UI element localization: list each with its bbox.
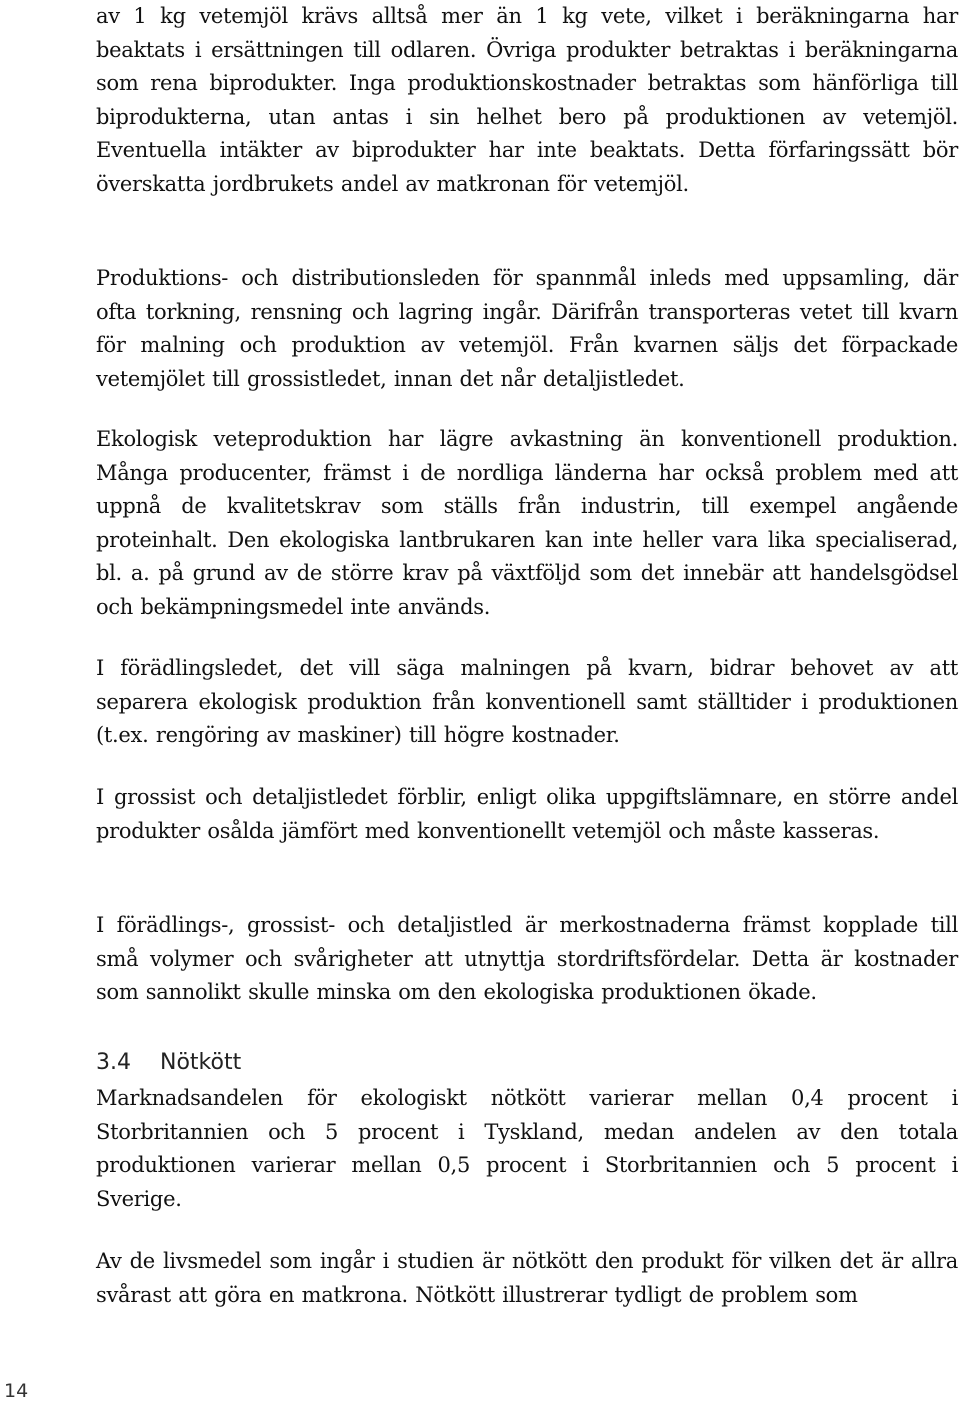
paragraph-organic-wheat-production: Ekologisk veteproduktion har lägre avkastning än konventionell produktion. Många producenter, främst i de nordliga länderna har också problem med att uppnå de kvalitetskrav som ställs från industrin, till exempel angående proteinhalt. Den ekologiska lantbrukaren kan inte heller vara lika specialiserad, bl. a. på grund av de större krav på växtföljd som det innebär att handelsgödsel och bekämpningsmedel inte används. <box>96 427 958 619</box>
page-number: 14 <box>4 1380 29 1402</box>
paragraph-beef-difficulty: Av de livsmedel som ingår i studien är nötkött den produkt för vilken det är allra svårast att göra en matkrona. Nötkött illustrerar tydligt de problem som <box>96 1249 958 1307</box>
paragraph-market-share-beef: Marknadsandelen för ekologiskt nötkött varierar mellan 0,4 procent i Storbritannien och 5 procent i Tyskland, medan andelen av den totala produktionen varierar mellan 0,5 procent i Storbritannien och 5 procent i Sverige. <box>96 1086 958 1211</box>
section-number: 3.4 <box>96 1050 131 1075</box>
paragraph-wheat-byproducts: av 1 kg vetemjöl krävs alltså mer än 1 kg vete, vilket i beräkningarna har beaktats i ersättningen till odlaren. Övriga produkter betraktas i beräkningarna som rena biprodukter. Inga produktionskostnader betraktas som hänförliga till biprodukterna, utan antas i sin helhet bero på produktionen av vetemjöl. Eventuella intäkter av biprodukter har inte beaktats. Detta förfaringssätt bör överskatta jordbrukets andel av matkronan för vetemjöl. <box>96 4 958 196</box>
section-heading <box>96 1048 241 1078</box>
paragraph-distribution-chain: Produktions- och distributionsleden för spannmål inleds med uppsamling, där ofta torkning, rensning och lagring ingår. Därifrån transporteras vetet till kvarn för malning och produktion av vetemjöl. Från kvarnen säljs det förpackade vetemjölet till grossistledet, innan det når detaljistledet. <box>96 266 958 391</box>
section-title: Nötkött <box>160 1050 242 1075</box>
paragraph-wholesale-retail: I grossist och detaljistledet förblir, enligt olika uppgiftslämnare, en större andel produkter osålda jämfört med konventionellt vetemjöl och måste kasseras. <box>96 785 958 843</box>
paragraph-additional-costs: I förädlings-, grossist- och detaljistled är merkostnaderna främst kopplade till små volymer och svårigheter att utnyttja stordriftsfördelar. Detta är kostnader som sannolikt skulle minska om den ekologiska produktionen ökade. <box>96 913 958 1004</box>
paragraph-processing-stage: I förädlingsledet, det vill säga malningen på kvarn, bidrar behovet av att separera ekologisk produktion från konventionell samt ställtider i produktionen (t.ex. rengöring av maskiner) till högre kostnader. <box>96 656 958 747</box>
